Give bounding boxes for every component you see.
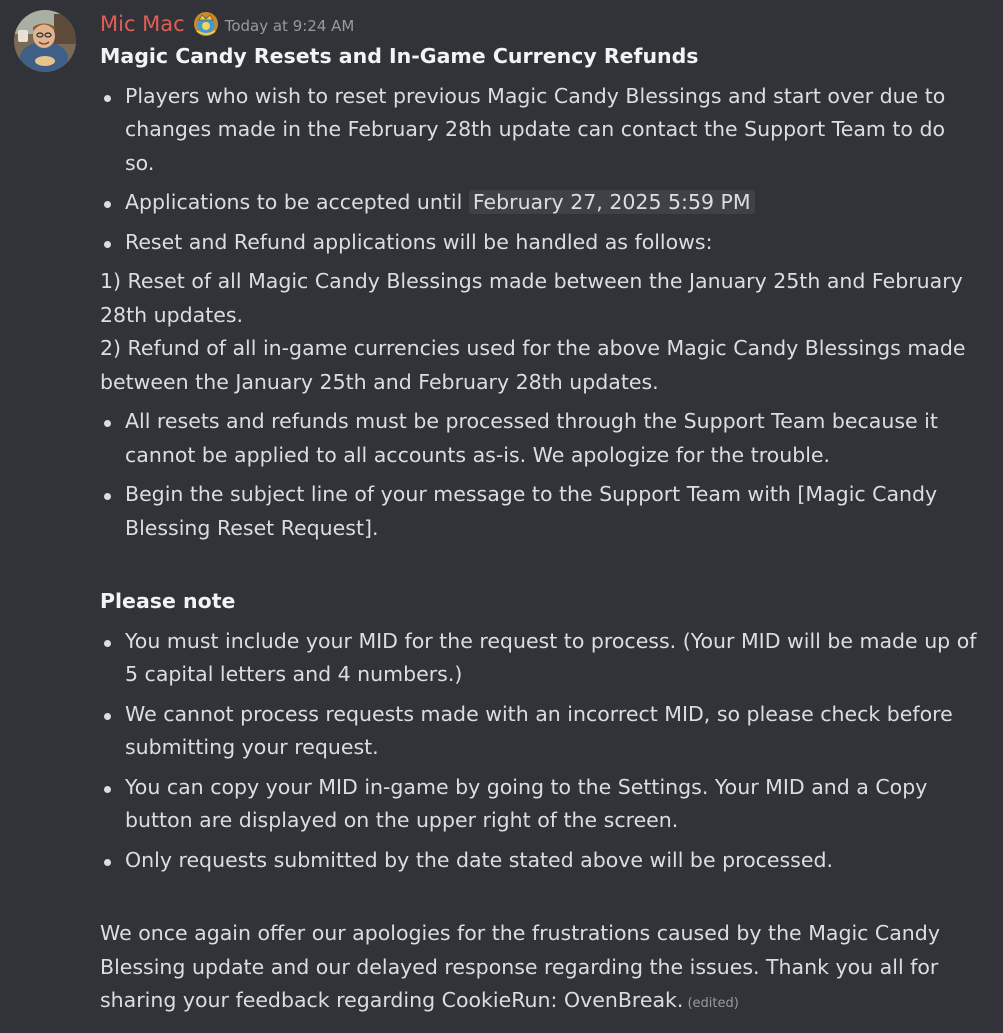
deadline-timestamp-chip[interactable]: February 27, 2025 5:59 PM — [469, 190, 755, 214]
list-item: You can copy your MID in-game by going to the Settings. Your MID and a Copy button are displayed on the upper right of the screen. — [125, 771, 980, 838]
list-item: You must include your MID for the request to process. (Your MID will be made up of 5 capital letters and 4 numbers.) — [125, 625, 980, 692]
avatar-photo-icon — [14, 10, 76, 72]
deadline-prefix: Applications to be accepted until — [125, 190, 463, 214]
list-item: Only requests submitted by the date stated above will be processed. — [125, 844, 980, 878]
closing-paragraph — [100, 917, 980, 1021]
list-item: We cannot process requests made with an incorrect MID, so please check before submitting your request. — [125, 698, 980, 765]
message-timestamp[interactable]: Today at 9:24 AM — [224, 17, 355, 35]
list-item-deadline — [125, 186, 980, 220]
user-avatar[interactable] — [14, 10, 76, 72]
list-item: Players who wish to reset previous Magic Candy Blessings and start over due to changes made in the February 28th update can contact the Support Team to do so. — [125, 80, 980, 181]
crown-role-icon[interactable] — [193, 11, 219, 37]
bullet-list-process — [100, 405, 980, 545]
list-item: All resets and refunds must be processed through the Support Team because it cannot be applied to all accounts as-is. We apologize for the trouble. — [125, 405, 980, 472]
paragraph-spacer — [100, 545, 980, 585]
edited-label[interactable]: (edited) — [687, 996, 739, 1011]
bullet-list-notes — [100, 625, 980, 878]
list-item: Begin the subject line of your message to the Support Team with [Magic Candy Blessing Reset Request]. — [125, 478, 980, 545]
paragraph-spacer — [100, 877, 980, 917]
message-header — [100, 9, 354, 39]
message-content — [100, 40, 980, 1021]
username[interactable]: Mic Mac — [100, 12, 185, 36]
numbered-item-2: 2) Refund of all in-game currencies used for the above Magic Candy Blessings made between the January 25th and February 28th updates. — [100, 336, 966, 394]
message-title: Magic Candy Resets and In-Game Currency Refunds — [100, 44, 699, 68]
numbered-item-1: 1) Reset of all Magic Candy Blessings made between the January 25th and February 28th updates. — [100, 269, 963, 327]
closing-text: We once again offer our apologies for the frustrations caused by the Magic Candy Blessing update and our delayed response regarding the issues. Thank you all for sharing your feedback regarding CookieRun: OvenBreak. — [100, 921, 940, 1012]
list-item: Reset and Refund applications will be handled as follows: — [125, 226, 980, 260]
bullet-list-reset — [100, 80, 980, 260]
note-heading: Please note — [100, 589, 236, 613]
